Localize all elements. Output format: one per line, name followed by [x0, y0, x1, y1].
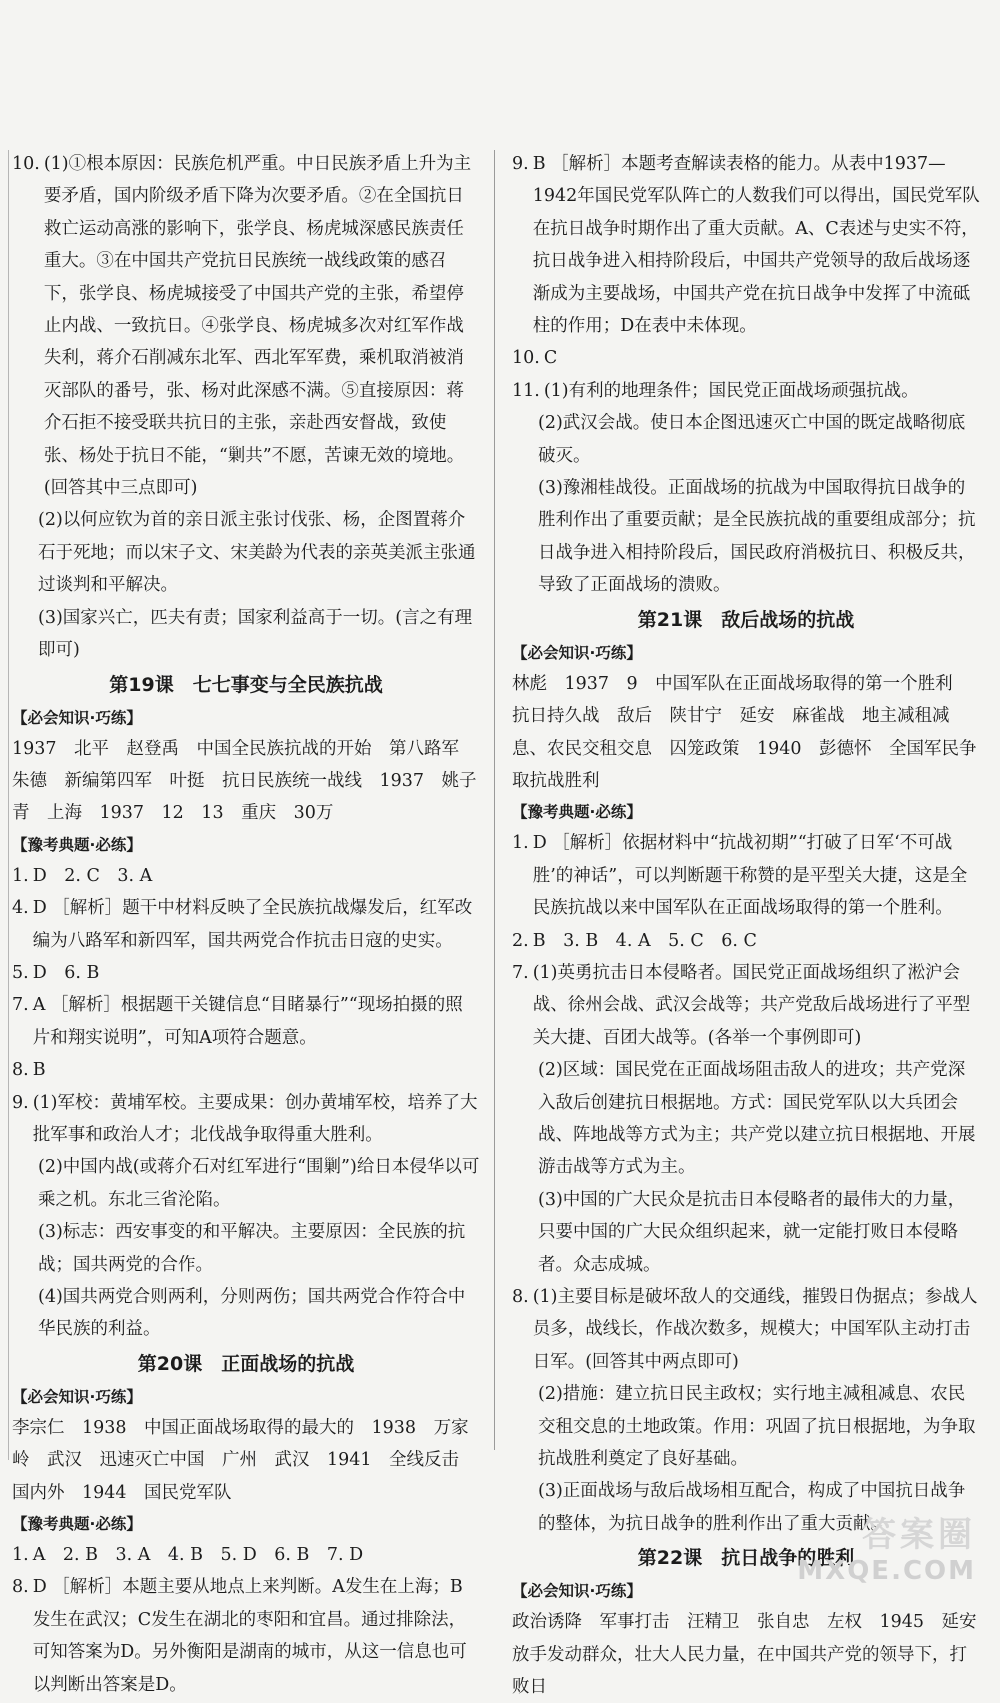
section-label: 【必会知识·巧练】	[512, 1582, 642, 1601]
answer-text: A ［解析］根据题干关键信息“目睹暴行”“现场拍摄的照片和翔实说明”，可知A项符合题意。	[32, 995, 463, 1048]
sub-answer-text: (4)国共两党合则两利，分则两伤；国共两党合作符合中华民族的利益。	[38, 1287, 466, 1340]
answer-text: (1)英勇抗击日本侵略者。国民党正面战场组织了淞沪会战、徐州会战、武汉会战等；共产党敌后战场进行了平型关大捷、百团大战等。(各举一个事例即可)	[532, 962, 971, 1048]
question-number: 11.	[512, 380, 540, 401]
answer-text: B ［解析］本题考查解读表格的能力。从表中1937—1942年国民党军队阵亡的人数我们可以得出，国民党军队在抗日战争时期作出了重大贡献。A、C表述与史实不符，抗日战争进入相持阶段后，中国共产党领导的敌后战场逐渐成为主要战场，中国共产党在抗日战争中发挥了中流砥柱的作用；D在表中未体现。	[532, 154, 980, 337]
answer-item	[512, 1281, 980, 1378]
answer-item	[512, 342, 980, 374]
answer-item	[12, 860, 480, 892]
question-number: 7.	[512, 962, 529, 983]
answer-text: (1)有利的地理条件；国民党正面战场顽强抗战。	[543, 380, 919, 401]
page-left-edge	[8, 150, 9, 1460]
answer-text: B	[32, 1060, 46, 1081]
question-number: 7.	[12, 995, 29, 1016]
answer-text: D ［解析］题干中材料反映了全民族抗战爆发后，红军改编为八路军和新四军，国共两党合作抗击日寇的史实。	[32, 898, 473, 951]
answer-item	[512, 925, 980, 957]
sub-answer-text: (2)措施：建立抗日民主政权；实行地主减租减息、农民交租交息的土地政策。作用：巩固了抗日根据地，为争取抗战胜利奠定了良好基础。	[538, 1384, 976, 1470]
question-number: 2.	[512, 930, 529, 951]
sub-answer-text: (3)正面战场与敌后战场相互配合，构成了中国抗日战争的整体，为抗日战争的胜利作出了重大贡献。	[538, 1481, 966, 1534]
question-number: 8.	[12, 1577, 29, 1598]
question-number: 10.	[512, 348, 540, 369]
answer-item	[12, 957, 480, 989]
answer-text: A 2. B 3. A 4. B 5. D 6. B 7. D	[32, 1545, 364, 1566]
answer-text: D 2. C 3. A	[32, 865, 153, 886]
answer-text: D 6. B	[32, 962, 100, 983]
answer-text: C	[543, 348, 558, 369]
answer-text: D ［解析］本题主要从地点上来判断。A发生在上海；B发生在武汉；C发生在湖北的枣阳和宜昌。通过排除法，可知答案为D。另外衡阳是湖南的城市，从这一信息也可以判断出答案是D。	[32, 1577, 467, 1695]
question-number: 9.	[12, 1092, 29, 1113]
question-number: 8.	[12, 1060, 29, 1081]
section-label: 【必会知识·巧练】	[12, 1387, 142, 1406]
answer-item	[512, 957, 980, 1054]
answer-item	[512, 827, 980, 924]
lesson-heading: 第19课 七七事变与全民族抗战	[109, 673, 383, 696]
question-number: 1.	[12, 1545, 29, 1566]
sub-answer-text: (3)标志：西安事变的和平解决。主要原因：全民族的抗战；国共两党的合作。	[38, 1222, 466, 1275]
sub-answer-text: (3)豫湘桂战役。正面战场的抗战为中国取得抗日战争的胜利作出了重要贡献；是全民族抗战的重要组成部分；抗日战争进入相持阶段后，国民政府消极抗日、积极反共，导致了正面战场的溃败。	[538, 478, 976, 596]
lesson-heading: 第21课 敌后战场的抗战	[637, 608, 855, 631]
answer-item	[12, 1087, 480, 1152]
answer-text: (1)主要目标是破坏敌人的交通线，摧毁日伪据点；参战人员多，战线长，作战次数多，规模大；中国军队主动打击日军。(回答其中两点即可)	[532, 1287, 978, 1372]
section-label: 【豫考典题·必练】	[512, 803, 642, 822]
question-number: 1.	[512, 833, 529, 854]
answer-item	[512, 375, 980, 407]
answer-item	[12, 989, 480, 1054]
fill-blank-answers: 李宗仁 1938 中国正面战场取得的最大的 1938 万家岭 武汉 迅速灭亡中国 广州 武汉 1941 全线反击 国内外 1944 国民党军队	[12, 1417, 477, 1503]
question-number: 9.	[512, 154, 529, 174]
answer-text: (1)①根本原因：民族危机严重。中日民族矛盾上升为主要矛盾，国内阶级矛盾下降为次要矛盾。②在全国抗日救亡运动高涨的影响下，张学良、杨虎城深感民族责任重大。③在中国共产党抗日民族统一战线政策的感召下，张学良、杨虎城接受了中国共产党的主张，希望停止内战、一致抗日。④张学良、杨虎城多次对红军作战失利，蒋介石削减东北军、西北军军费，乘机取消被消灭部队的番号，张、杨对此深感不满。⑤直接原因：蒋介石拒不接受联共抗日的主张，亲赴西安督战，致使张、杨处于抗日不能，“剿共”不愿，苦谏无效的境地。(回答其中三点即可)	[43, 154, 472, 499]
question-number: 8.	[512, 1287, 529, 1307]
section-label: 【必会知识·巧练】	[512, 643, 642, 662]
section-label: 【必会知识·巧练】	[12, 708, 142, 727]
fill-blank-answers: 政治诱降 军事打击 汪精卫 张自忠 左权 1945 延安 放手发动群众，壮大人民力量，在中国共产党的领导下，打败日	[512, 1612, 995, 1698]
answer-item	[12, 892, 480, 957]
section-label: 【豫考典题·必练】	[12, 1515, 142, 1534]
left-column	[12, 148, 480, 1701]
answer-item	[12, 1054, 480, 1086]
watermark-title: 答案圈	[862, 1515, 976, 1555]
question-number: 1.	[12, 865, 29, 886]
answer-text: B 3. B 4. A 5. C 6. C	[532, 930, 757, 951]
answer-text: D ［解析］依据材料中“抗战初期”“打破了日军‘不可战胜’的神话”，可以判断题干称赞的是平型关大捷，这是全民族抗战以来中国军队在正面战场取得的第一个胜利。	[532, 833, 968, 919]
answer-item	[12, 148, 480, 504]
fill-blank-answers: 1937 北平 赵登禹 中国全民族抗战的开始 第八路军 朱德 新编第四军 叶挺 抗日民族统一战线 1937 姚子青 上海 1937 12 13 重庆 30万	[12, 738, 477, 824]
watermark-logo	[797, 1507, 976, 1586]
sub-answer-text: (3)国家兴亡，匹夫有责；国家利益高于一切。(言之有理即可)	[38, 607, 473, 661]
sub-answer-text: (2)以何应钦为首的亲日派主张讨伐张、杨，企图置蒋介石于死地；而以宋子文、宋美龄为代表的亲英美派主张通过谈判和平解决。	[38, 510, 476, 596]
sub-answer-text: (2)中国内战(或蒋介石对红军进行“围剿”)给日本侵华以可乘之机。东北三省沦陷。	[38, 1157, 480, 1210]
column-divider	[494, 150, 495, 1450]
right-column	[512, 148, 995, 1703]
fill-blank-answers: 林彪 1937 9 中国军队在正面战场取得的第一个胜利 抗日持久战 敌后 陕甘宁 延安 麻雀战 地主减租减息、农民交租交息 囚笼政策 1940 彭德怀 全国军民争取抗战胜利	[512, 673, 977, 791]
watermark-url: MXQE.COM	[797, 1556, 976, 1586]
answer-item	[12, 1571, 480, 1701]
sub-answer-text: (2)区域：国民党在正面战场阻击敌人的进攻；共产党深入敌后创建抗日根据地。方式：国民党军队以大兵团会战、阵地战等方式为主；共产党以建立抗日根据地、开展游击战等方式为主。	[538, 1060, 976, 1178]
answer-item	[512, 148, 980, 342]
answer-text: (1)军校：黄埔军校。主要成果：创办黄埔军校，培养了大批军事和政治人才；北伐战争取得重大胜利。	[32, 1092, 478, 1145]
sub-answer-text: (2)武汉会战。使日本企图迅速灭亡中国的既定战略彻底破灭。	[538, 413, 966, 466]
question-number: 4.	[12, 898, 29, 919]
question-number: 5.	[12, 962, 29, 983]
lesson-heading: 第22课 抗日战争的胜利	[637, 1547, 855, 1570]
answer-item	[12, 1539, 480, 1571]
lesson-heading: 第20课 正面战场的抗战	[137, 1352, 355, 1375]
sub-answer-text: (3)中国的广大民众是抗击日本侵略者的最伟大的力量，只要中国的广大民众组织起来，就一定能打败日本侵略者。众志成城。	[538, 1189, 966, 1275]
question-number: 10.	[12, 154, 40, 174]
section-label: 【豫考典题·必练】	[12, 835, 142, 854]
